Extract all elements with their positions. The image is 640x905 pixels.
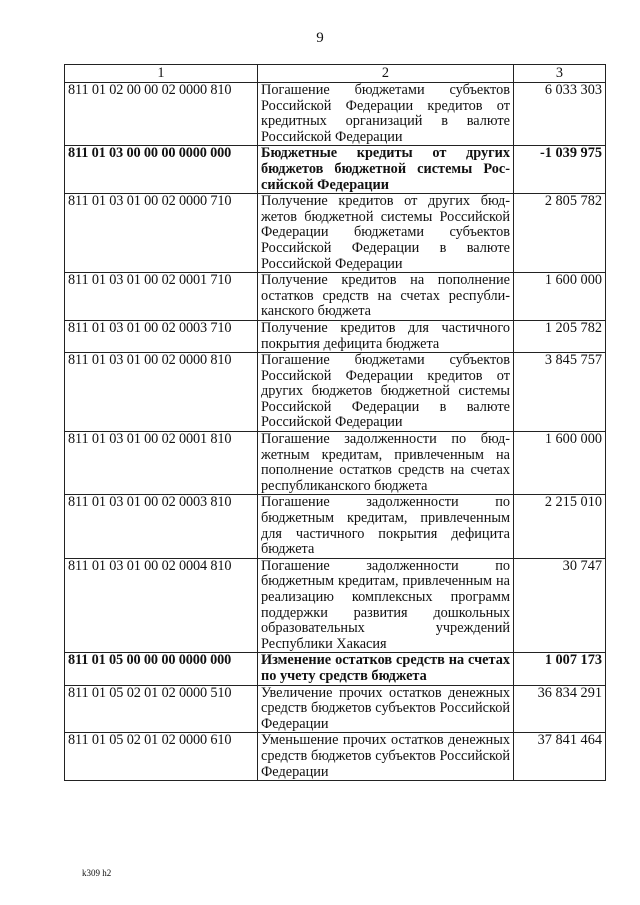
budget-code-cell: 811 01 03 01 00 02 0004 810 bbox=[65, 558, 258, 653]
column-number-1: 1 bbox=[65, 65, 258, 83]
table-row bbox=[65, 495, 606, 558]
budget-code-cell: 811 01 03 01 00 02 0001 710 bbox=[65, 273, 258, 321]
budget-code-cell: 811 01 03 00 00 00 0000 000 bbox=[65, 146, 258, 194]
table-row bbox=[65, 353, 606, 432]
description-cell: Получение кредитов от других бюджетов бюджетной системы Российской Федерации бюджетами субъектов Российской Федерации в валюте Российской Федерации bbox=[258, 194, 514, 273]
amount-cell: -1 039 975 bbox=[514, 146, 606, 194]
budget-code-cell: 811 01 03 01 00 02 0001 810 bbox=[65, 432, 258, 495]
table-row bbox=[65, 320, 606, 352]
amount-cell: 37 841 464 bbox=[514, 733, 606, 781]
table-row bbox=[65, 146, 606, 194]
table-row bbox=[65, 558, 606, 653]
description-cell: Увеличение прочих остатков денежных средств бюджетов субъектов Российской Федерации bbox=[258, 685, 514, 733]
table-row bbox=[65, 653, 606, 685]
column-number-3: 3 bbox=[514, 65, 606, 83]
amount-cell: 1 600 000 bbox=[514, 432, 606, 495]
budget-code-cell: 811 01 03 01 00 02 0000 710 bbox=[65, 194, 258, 273]
budget-code-cell: 811 01 03 01 00 02 0003 810 bbox=[65, 495, 258, 558]
description-cell: Получение кредитов на пополнение остатков средств на счетах республиканского бюджета bbox=[258, 273, 514, 321]
amount-cell: 2 805 782 bbox=[514, 194, 606, 273]
description-cell: Погашение бюджетами субъектов Российской Федерации кредитов от других бюджетов бюджетной системы Российской Федерации в валюте Российской Федерации bbox=[258, 353, 514, 432]
description-cell: Погашение задолженности по бюджетным кредитам, привлеченным на реализацию комплексных программ поддержки развития дошкольных образовательных учреждений Республики Хакасия bbox=[258, 558, 514, 653]
budget-code-cell: 811 01 05 02 01 02 0000 610 bbox=[65, 733, 258, 781]
amount-cell: 36 834 291 bbox=[514, 685, 606, 733]
budget-code-cell: 811 01 05 00 00 00 0000 000 bbox=[65, 653, 258, 685]
page-number: 9 bbox=[316, 30, 324, 46]
column-number-row bbox=[65, 65, 606, 83]
amount-cell: 1 007 173 bbox=[514, 653, 606, 685]
footer-mark: k309 h2 bbox=[82, 868, 112, 878]
description-cell: Погашение задолженности по бюджетным кредитам, привлеченным на пополнение остатков средств на счетах республиканского бюджета bbox=[258, 432, 514, 495]
description-cell: Погашение бюджетами субъектов Российской Федерации кредитов от кредитных организаций в валюте Российской Федерации bbox=[258, 83, 514, 146]
amount-cell: 3 845 757 bbox=[514, 353, 606, 432]
amount-cell: 30 747 bbox=[514, 558, 606, 653]
description-cell: Бюджетные кредиты от других бюджетов бюджетной системы Российской Федерации bbox=[258, 146, 514, 194]
amount-cell: 6 033 303 bbox=[514, 83, 606, 146]
budget-sources-table bbox=[64, 64, 606, 781]
description-cell: Погашение задолженности по бюджетным кредитам, привлеченным для частичного покрытия дефицита бюджета bbox=[258, 495, 514, 558]
amount-cell: 1 205 782 bbox=[514, 320, 606, 352]
table-row bbox=[65, 432, 606, 495]
table-body bbox=[65, 83, 606, 781]
table-row bbox=[65, 194, 606, 273]
amount-cell: 1 600 000 bbox=[514, 273, 606, 321]
table-row bbox=[65, 273, 606, 321]
budget-code-cell: 811 01 02 00 00 02 0000 810 bbox=[65, 83, 258, 146]
budget-code-cell: 811 01 05 02 01 02 0000 510 bbox=[65, 685, 258, 733]
table-row bbox=[65, 685, 606, 733]
amount-cell: 2 215 010 bbox=[514, 495, 606, 558]
description-cell: Изменение остатков средств на счетах по учету средств бюджета bbox=[258, 653, 514, 685]
column-number-2: 2 bbox=[258, 65, 514, 83]
table-row bbox=[65, 733, 606, 781]
description-cell: Получение кредитов для частичного покрытия дефицита бюджета bbox=[258, 320, 514, 352]
budget-code-cell: 811 01 03 01 00 02 0000 810 bbox=[65, 353, 258, 432]
table-row bbox=[65, 83, 606, 146]
description-cell: Уменьшение прочих остатков денежных средств бюджетов субъектов Российской Федерации bbox=[258, 733, 514, 781]
budget-code-cell: 811 01 03 01 00 02 0003 710 bbox=[65, 320, 258, 352]
